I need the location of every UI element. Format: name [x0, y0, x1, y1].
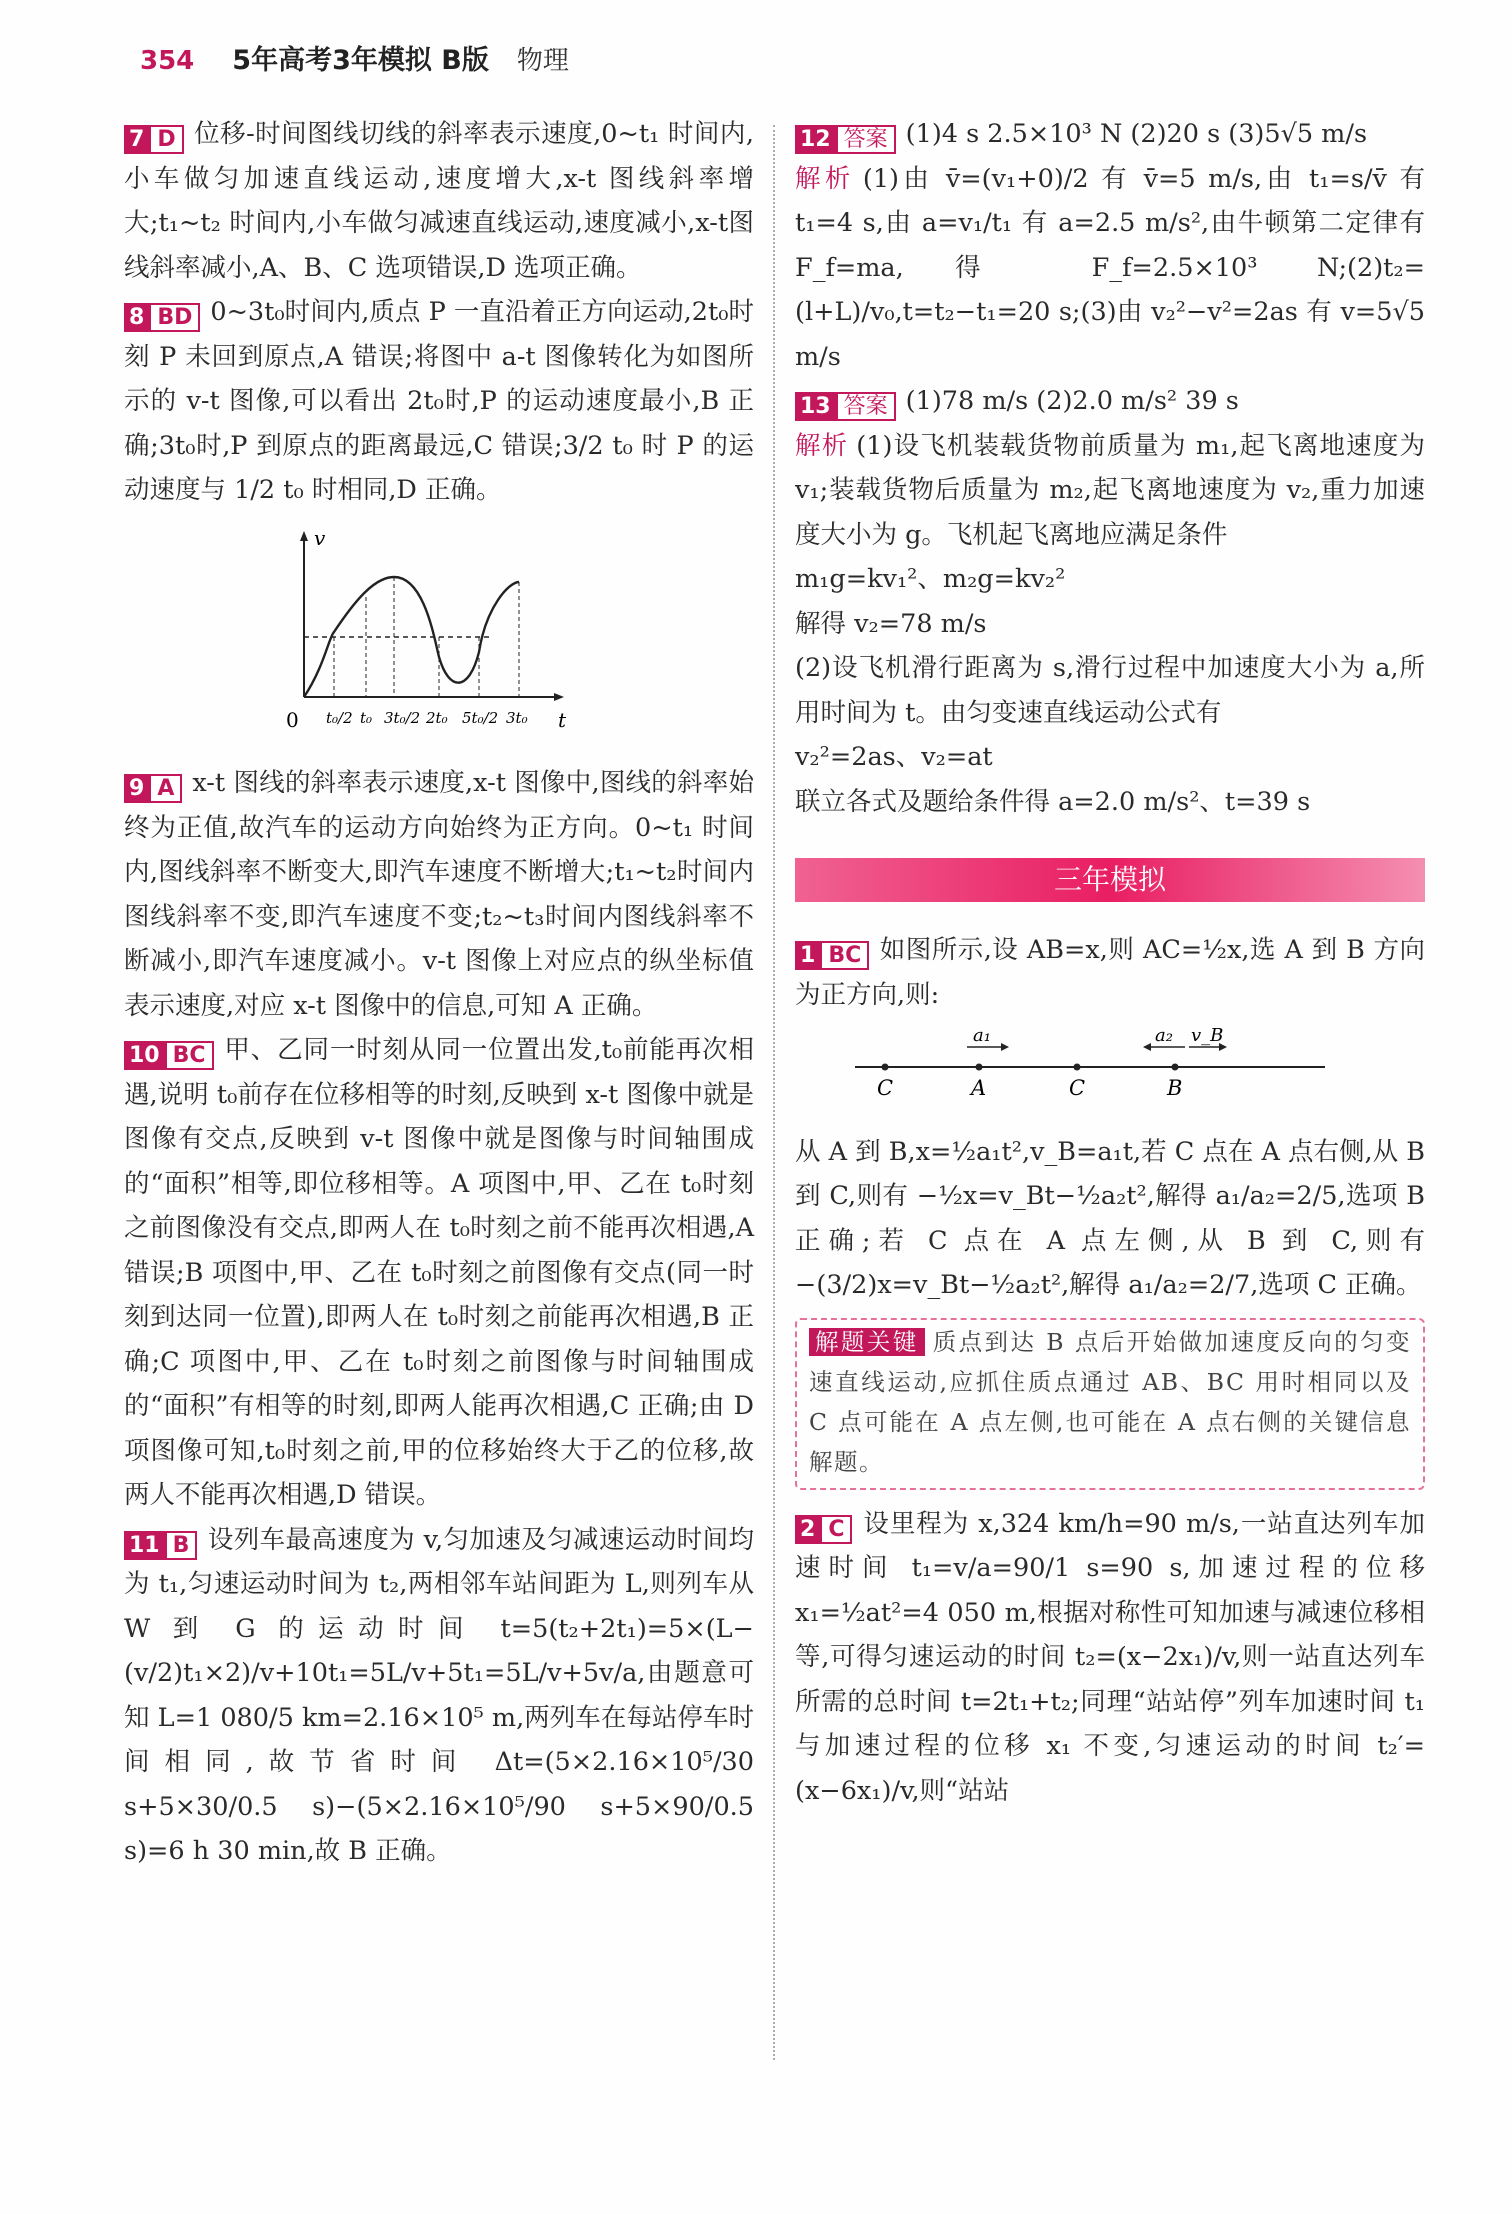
- answer-text: (1)4 s 2.5×10³ N (2)20 s (3)5√5 m/s: [905, 119, 1368, 149]
- question-tag: 8 BD: [124, 303, 200, 332]
- tick-label: t₀: [360, 708, 373, 727]
- a2-label: a₂: [1155, 1027, 1173, 1046]
- question-11: [124, 1518, 754, 1874]
- origin-label: 0: [286, 707, 299, 732]
- vt-graph: [274, 527, 574, 737]
- point-label: C: [1069, 1076, 1086, 1100]
- question-7: [124, 112, 754, 290]
- section-banner: 三年模拟: [795, 858, 1425, 902]
- question-tag: 2 C: [795, 1515, 852, 1544]
- question-tag: 9 A: [124, 774, 182, 803]
- question-10: [124, 1028, 754, 1518]
- point-b: [1172, 1064, 1179, 1071]
- point-label: B: [1167, 1076, 1183, 1100]
- question-12-answer: [795, 112, 1425, 157]
- question-text: x-t 图线的斜率表示速度,x-t 图像中,图线的斜率始终为正值,故汽车的运动方向始终为正方向。0~t₁ 时间内,图线斜率不断变大,即汽车速度不断增大;t₁~t₂时间内图线斜率不变,即汽车速度不变;t₂~t₃时间内图线斜率不断减小,即汽车速度减小。v-t 图像上对应点的纵坐标值表示速度,对应 x-t 图像中的信息,可知 A 正确。: [124, 768, 754, 1021]
- question-text: 设里程为 x,324 km/h=90 m/s,一站直达列车加速时间 t₁=v/a=90/1 s=90 s,加速过程的位移 x₁=½at²=4 050 m,根据对称性可知加速与减速位移相等,可得匀速运动的时间 t₂=(x−2x₁)/v,则一站直达列车所需的总时间 t=2t₁+t₂;同理“站站停”列车加速时间 t₁ 与加速过程的位移 x₁ 不变,匀速运动的时间 t₂′=(x−6x₁)/v,则“站站: [795, 1508, 1425, 1806]
- question-8: [124, 290, 754, 513]
- equation: v₂²=2as、v₂=at: [795, 742, 993, 772]
- vb-label: v_B: [1191, 1027, 1224, 1046]
- question-12-analysis: [795, 157, 1425, 380]
- question-text: 0~3t₀时间内,质点 P 一直沿着正方向运动,2t₀时刻 P 未回到原点,A 错误;将图中 a-t 图像转化为如图所示的 v-t 图像,可以看出 2t₀时,P 的运动速度最小,B 正确;3t₀时,P 到原点的距离最远,C 错误;3/2 t₀ 时 P 的运动速度与 1/2 t₀ 时相同,D 正确。: [124, 297, 754, 505]
- key-insight-label: 解题关键: [809, 1328, 925, 1356]
- question-9: [124, 761, 754, 1028]
- analysis-text: (2)设飞机滑行距离为 s,滑行过程中加速度大小为 a,所用时间为 t。由匀变速直线运动公式有: [795, 653, 1425, 728]
- question-tag: 1 BC: [795, 941, 869, 970]
- question-tag: 12 答案: [795, 125, 896, 154]
- tick-label: 2t₀: [426, 708, 448, 727]
- key-insight-box: [795, 1318, 1425, 1490]
- a2-arrowhead: [1143, 1043, 1151, 1051]
- question-13-answer: [795, 379, 1425, 424]
- a1-label: a₁: [973, 1027, 991, 1046]
- question-text: 位移-时间图线切线的斜率表示速度,0~t₁ 时间内,小车做匀加速直线运动,速度增大,x-t 图线斜率增大;t₁~t₂ 时间内,小车做匀减速直线运动,速度减小,x-t图线斜率减小,A、B、C 选项错误,D 选项正确。: [124, 119, 754, 283]
- analysis-label: 解析: [795, 163, 855, 194]
- book-title: 5年高考3年模拟 B版: [232, 45, 489, 76]
- equation: m₁g=kv₁²、m₂g=kv₂²: [795, 564, 1066, 594]
- point-a: [976, 1064, 983, 1071]
- question-tag: 13 答案: [795, 392, 896, 421]
- analysis-text: (1)由 v̄=(v₁+0)/2 有 v̄=5 m/s,由 t₁=s/v̄ 有 t₁=4 s,由 a=v₁/t₁ 有 a=2.5 m/s²,由牛顿第二定律有 F_f=ma,得 F_f=2.5×10³ N;(2)t₂=(l+L)/v₀,t=t₂−t₁=20 s;(3)由 v₂²−v²=2as 有 v=5√5 m/s: [795, 163, 1425, 372]
- t-axis-arrow: [554, 693, 564, 701]
- subject-label: 物理: [516, 46, 569, 76]
- tick-label: 3t₀: [506, 708, 528, 727]
- answer-text: (1)78 m/s (2)2.0 m/s² 39 s: [905, 386, 1239, 416]
- v-axis-arrow: [300, 531, 308, 541]
- tick-label: t₀/2: [326, 708, 353, 727]
- point-c-left: [882, 1064, 889, 1071]
- question-text: 如图所示,设 AB=x,则 AC=½x,选 A 到 B 方向为正方向,则:: [795, 935, 1425, 1010]
- analysis-label: 解析: [795, 430, 849, 461]
- question-13-analysis: [795, 424, 1425, 558]
- tick-label: 3t₀/2: [384, 708, 421, 727]
- a1-arrowhead: [1001, 1043, 1009, 1051]
- question-text: 设列车最高速度为 v,匀加速及匀减速运动时间均为 t₁,匀速运动时间为 t₂,两相邻车站间距为 L,则列车从 W 到 G 的运动时间 t=5(t₂+2t₁)=5×(L−(v/2)t₁×2)/v+10t₁=5L/v+5t₁=5L/v+5v/a,由题意可知 L=1 080/5 km=2.16×10⁵ m,两列车在每站停车时间相同,故节省时间 Δt=(5×2.16×10⁵/30 s+5×30/0.5 s)−(5×2.16×10⁵/90 s+5×90/0.5 s)=6 h 30 min,故 B 正确。: [124, 1524, 754, 1866]
- point-label: C: [877, 1076, 894, 1100]
- point-c-right: [1074, 1064, 1081, 1071]
- mock-question-2: [795, 1502, 1425, 1814]
- point-label: A: [971, 1076, 987, 1100]
- t-axis-label: t: [558, 707, 567, 732]
- question-tag: 10 BC: [124, 1041, 214, 1070]
- page-header: [140, 38, 569, 78]
- v-axis-label: v: [314, 526, 326, 550]
- equation: 联立各式及题给条件得 a=2.0 m/s²、t=39 s: [795, 786, 1311, 817]
- question-tag: 7 D: [124, 125, 184, 154]
- number-line: [855, 1027, 1335, 1107]
- equation: 解得 v₂=78 m/s: [795, 608, 987, 639]
- right-column: [795, 112, 1425, 1813]
- column-divider: [773, 125, 775, 2060]
- question-tag: 11 B: [124, 1531, 197, 1560]
- question-text: 甲、乙同一时刻从同一位置出发,t₀前能再次相遇,说明 t₀前存在位移相等的时刻,反映到 x-t 图像中就是图像有交点,反映到 v-t 图像中就是图像与时间轴围成的“面积”相等,即位移相等。A 项图中,甲、乙在 t₀时刻之前图像没有交点,即两人在 t₀时刻之前不能再次相遇,A 错误;B 项图中,甲、乙在 t₀时刻之前图像有交点(同一时刻到达同一位置),即两人在 t₀时刻之前能再次相遇,B 正确;C 项图中,甲、乙在 t₀时刻之前图像与时间轴围成的“面积”有相等的时刻,即两人能再次相遇,C 正确;由 D 项图像可知,t₀时刻之前,甲的位移始终大于乙的位移,故两人不能再次相遇,D 错误。: [124, 1035, 754, 1510]
- analysis-text: (1)设飞机装载货物前质量为 m₁,起飞离地速度为 v₁;装载货物后质量为 m₂,起飞离地速度为 v₂,重力加速度大小为 g。飞机起飞离地应满足条件: [795, 430, 1425, 550]
- mock-question-1: [795, 928, 1425, 1017]
- vt-graph-figure: [274, 527, 754, 752]
- tick-label: 5t₀/2: [462, 708, 499, 727]
- left-column: [124, 112, 754, 1874]
- question-text: 从 A 到 B,x=½a₁t²,v_B=a₁t,若 C 点在 A 点右侧,从 B 到 C,则有 −½x=v_Bt−½a₂t²,解得 a₁/a₂=2/5,选项 B 正确;若 C 点在 A 点左侧,从 B 到 C,则有 −(3/2)x=v_Bt−½a₂t²,解得 a₁/a₂=2/7,选项 C 正确。: [795, 1136, 1425, 1300]
- number-line-figure: [855, 1027, 1425, 1122]
- page-number: 354: [140, 46, 195, 76]
- key-insight-text: 质点到达 B 点后开始做加速度反向的匀变速直线运动,应抓住质点通过 AB、BC 用时相同以及 C 点可能在 A 点左侧,也可能在 A 点右侧的关键信息解题。: [809, 1327, 1411, 1476]
